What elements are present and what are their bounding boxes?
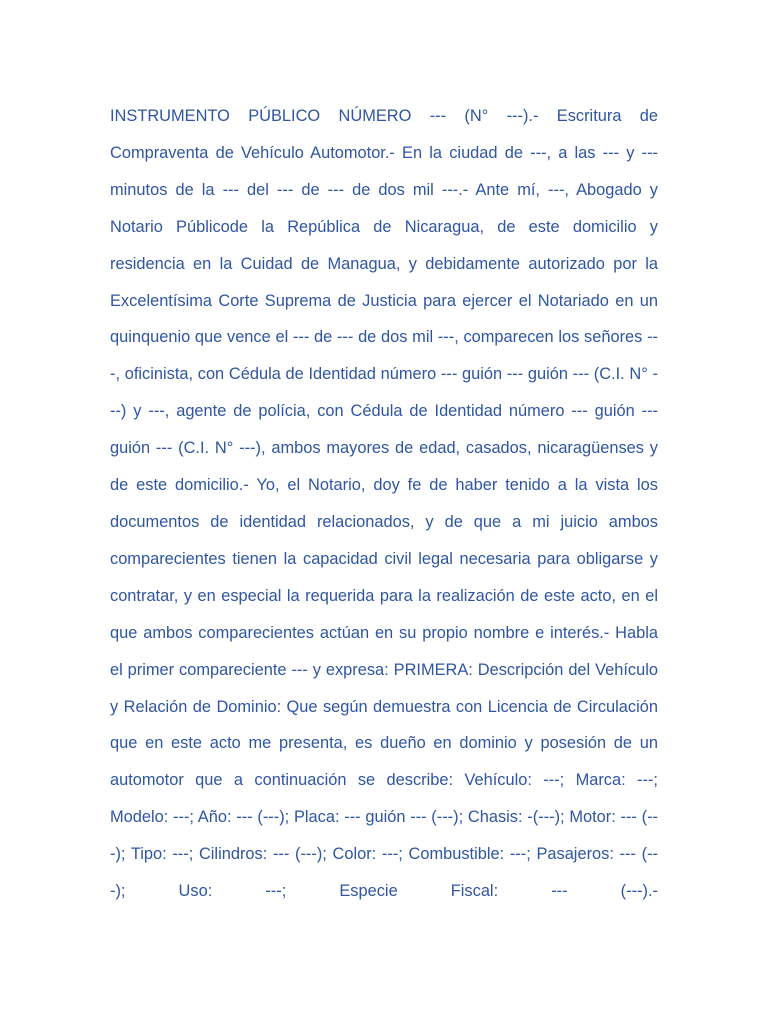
document-paragraph: INSTRUMENTO PÚBLICO NÚMERO --- (N° ---).- Escritura de Compraventa de Vehículo Automotor.- En la ciudad de ---, a las --- y --- minutos de la --- del --- de --- de dos mil ---.- Ante mí, ---, Abogado y Notario Públicode la República de Nicaragua, de este domicilio y residencia en la Cuidad de Managua, y debidamente autorizado por la Excelentísima Corte Suprema de Justicia para ejercer el Notariado en un quinquenio que vence el --- de --- de dos mil ---, comparecen los señores ---, oficinista, con Cédula de Identidad número --- guión --- guión --- (C.I. N° ---) y ---, agente de polícia, con Cédula de Identidad número --- guión --- guión --- (C.I. N° ---), ambos mayores de edad, casados, nicaragüenses y de este domicilio.- Yo, el Notario, doy fe de haber tenido a la vista los documentos de identidad relacionados, y de que a mi juicio ambos comparecientes tienen la capacidad civil legal necesaria para obligarse y contratar, y en especial la requerida para la realización de este acto, en el que ambos comparecientes actúan en su propio nombre e interés.- Habla el primer compareciente --- y expresa: PRIMERA: Descripción del Vehículo y Relación de Dominio: Que según demuestra con Licencia de Circulación que en este acto me presenta, es dueño en dominio y posesión de un automotor que a continuación se describe: Vehículo: ---; Marca: ---; Modelo: ---; Año: --- (---); Placa: --- guión --- (---); Chasis: -(---); Motor: --- (---); Tipo: ---; Cilindros: --- (---); Color: ---; Combustible: ---; Pasajeros: --- (---); Uso: ---; Especie Fiscal: --- (---).- [110, 107, 658, 901]
document-page [110, 98, 658, 910]
